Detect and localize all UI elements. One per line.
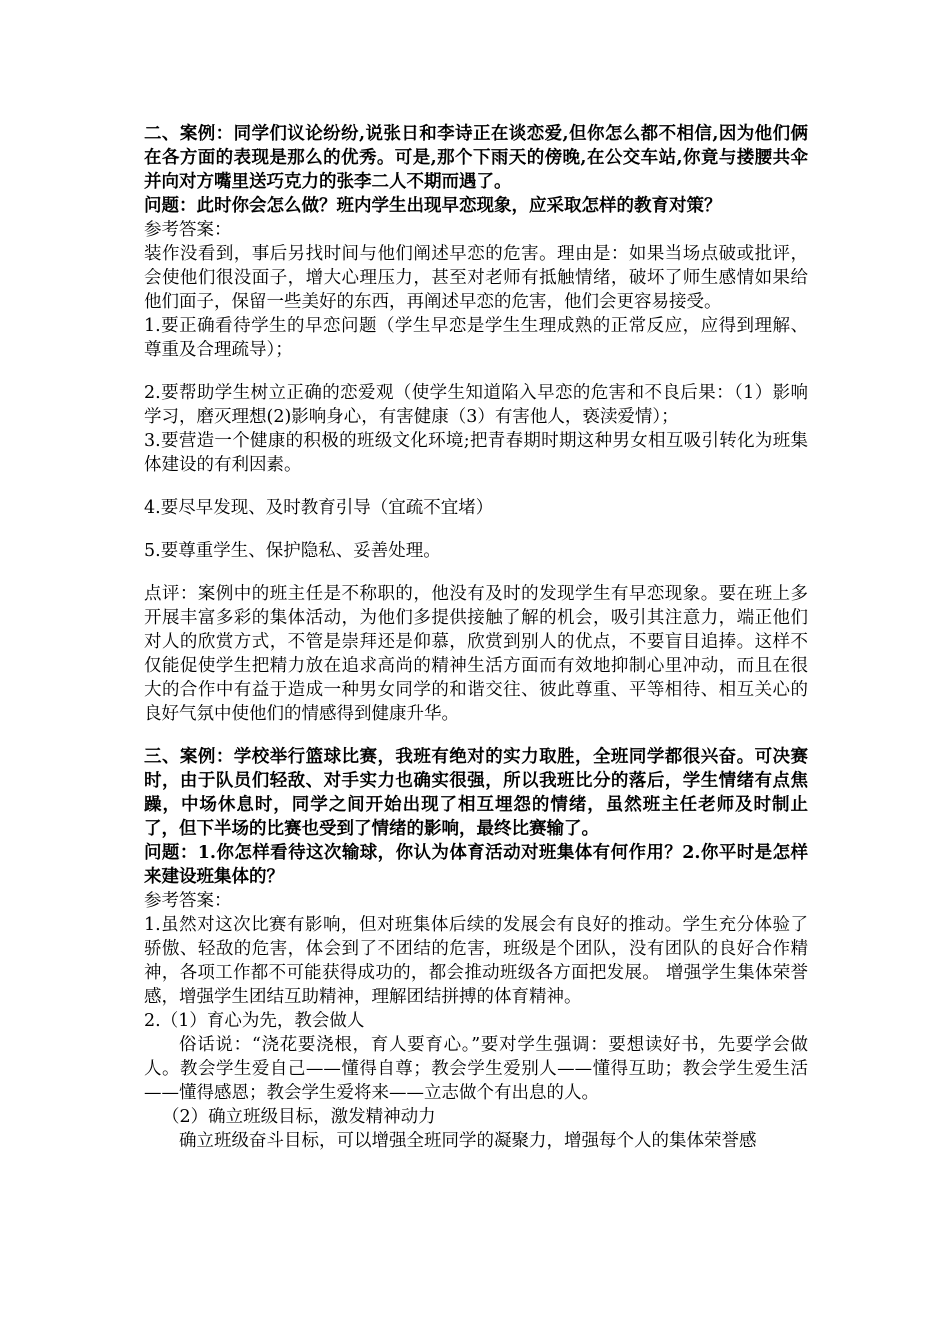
case-3-answer-label: 参考答案： (144, 891, 232, 911)
case-2-answer-intro: 装作没看到，事后另找时间与他们阐述早恋的危害。理由是：如果当场点破或批评，会使他们很没面子，增大心理压力，甚至对老师有抵触情绪，破坏了师生感情如果给他们面子，保留一些美好的东西，再阐述早恋的危害，他们会更容易接受。 (144, 244, 808, 312)
case-3-answer-2-body: 俗话说：“浇花要浇根，育人要育心。”要对学生强调：要想读好书，先要学会做人。教会学生爱自己——懂得自尊；教会学生爱别人——懂得互助；教会学生爱生活——懂得感恩；教会学生爱将来——立志做个有出息的人。 (144, 1035, 808, 1103)
case-2-answer-label: 参考答案： (144, 220, 232, 240)
case-2-point-2: 2.要帮助学生树立正确的恋爱观（使学生知道陷入早恋的危害和不良后果：（1）影响学习，磨灭理想(2)影响身心，有害健康（3）有害他人，亵渎爱情）； (144, 383, 808, 427)
case-2-comment: 点评：案例中的班主任是不称职的，他没有及时的发现学生有早恋现象。要在班上多开展丰富多彩的集体活动，为他们多提供接触了解的机会，吸引其注意力，端正他们对人的欣赏方式，不管是崇拜还是仰慕，欣赏到别人的优点，不要盲目追捧。这样不仅能促使学生把精力放在追求高尚的精神生活方面而有效地抑制心里冲动，而且在很大的合作中有益于造成一种男女同学的和谐交往、彼此尊重、平等相待、相互关心的良好气氛中使他们的情感得到健康升华。 (144, 584, 808, 724)
case-3-answer-2-title: 2.（1）育心为先，教会做人 (144, 1011, 365, 1031)
case-3-answer-2-sub2-body: 确立班级奋斗目标，可以增强全班同学的凝聚力，增强每个人的集体荣誉感 (179, 1131, 757, 1151)
case-2-heading: 二、案例：同学们议论纷纷,说张日和李诗正在谈恋爱,但你怎么都不相信,因为他们俩在各方面的表现是那么的优秀。可是,那个下雨天的傍晚,在公交车站,你竟与搂腰共伞并向对方嘴里送巧克力的张李二人不期而遇了。 (144, 124, 808, 192)
case-2-point-3: 3.要营造一个健康的积极的班级文化环境;把青春期时期这种男女相互吸引转化为班集体建设的有利因素。 (144, 431, 808, 475)
case-3-answer-2-sub2-title: （2）确立班级目标，激发精神动力 (162, 1107, 436, 1127)
document-page (144, 122, 808, 1153)
case-3-answer-1: 1.虽然对这次比赛有影响，但对班集体后续的发展会有良好的推动。学生充分体验了骄傲、轻敌的危害，体会到了不团结的危害，班级是个团队，没有团队的良好合作精神，各项工作都不可能获得成功的，都会推动班级各方面把发展。 增强学生集体荣誉感，增强学生团结互助精神，理解团结拼搏的体育精神。 (144, 915, 808, 1007)
case-2-question: 问题：此时你会怎么做？班内学生出现早恋现象，应采取怎样的教育对策？ (144, 196, 722, 216)
case-2-point-1: 1.要正确看待学生的早恋问题（学生早恋是学生生理成熟的正常反应，应得到理解、尊重及合理疏导）； (144, 316, 808, 360)
case-2-point-5: 5.要尊重学生、保护隐私、妥善处理。 (144, 541, 441, 561)
case-2-point-4: 4.要尽早发现、及时教育引导（宜疏不宜堵） (144, 498, 494, 518)
case-3-question: 问题：1.你怎样看待这次输球，你认为体育活动对班集体有何作用？2.你平时是怎样来建设班集体的？ (144, 843, 808, 887)
case-3-heading: 三、案例：学校举行篮球比赛，我班有绝对的实力取胜，全班同学都很兴奋。可决赛时，由于队员们轻敌、对手实力也确实很强，所以我班比分的落后，学生情绪有点焦躁，中场休息时，同学之间开始出现了相互埋怨的情绪，虽然班主任老师及时制止了，但下半场的比赛也受到了情绪的影响，最终比赛输了。 (144, 747, 808, 839)
